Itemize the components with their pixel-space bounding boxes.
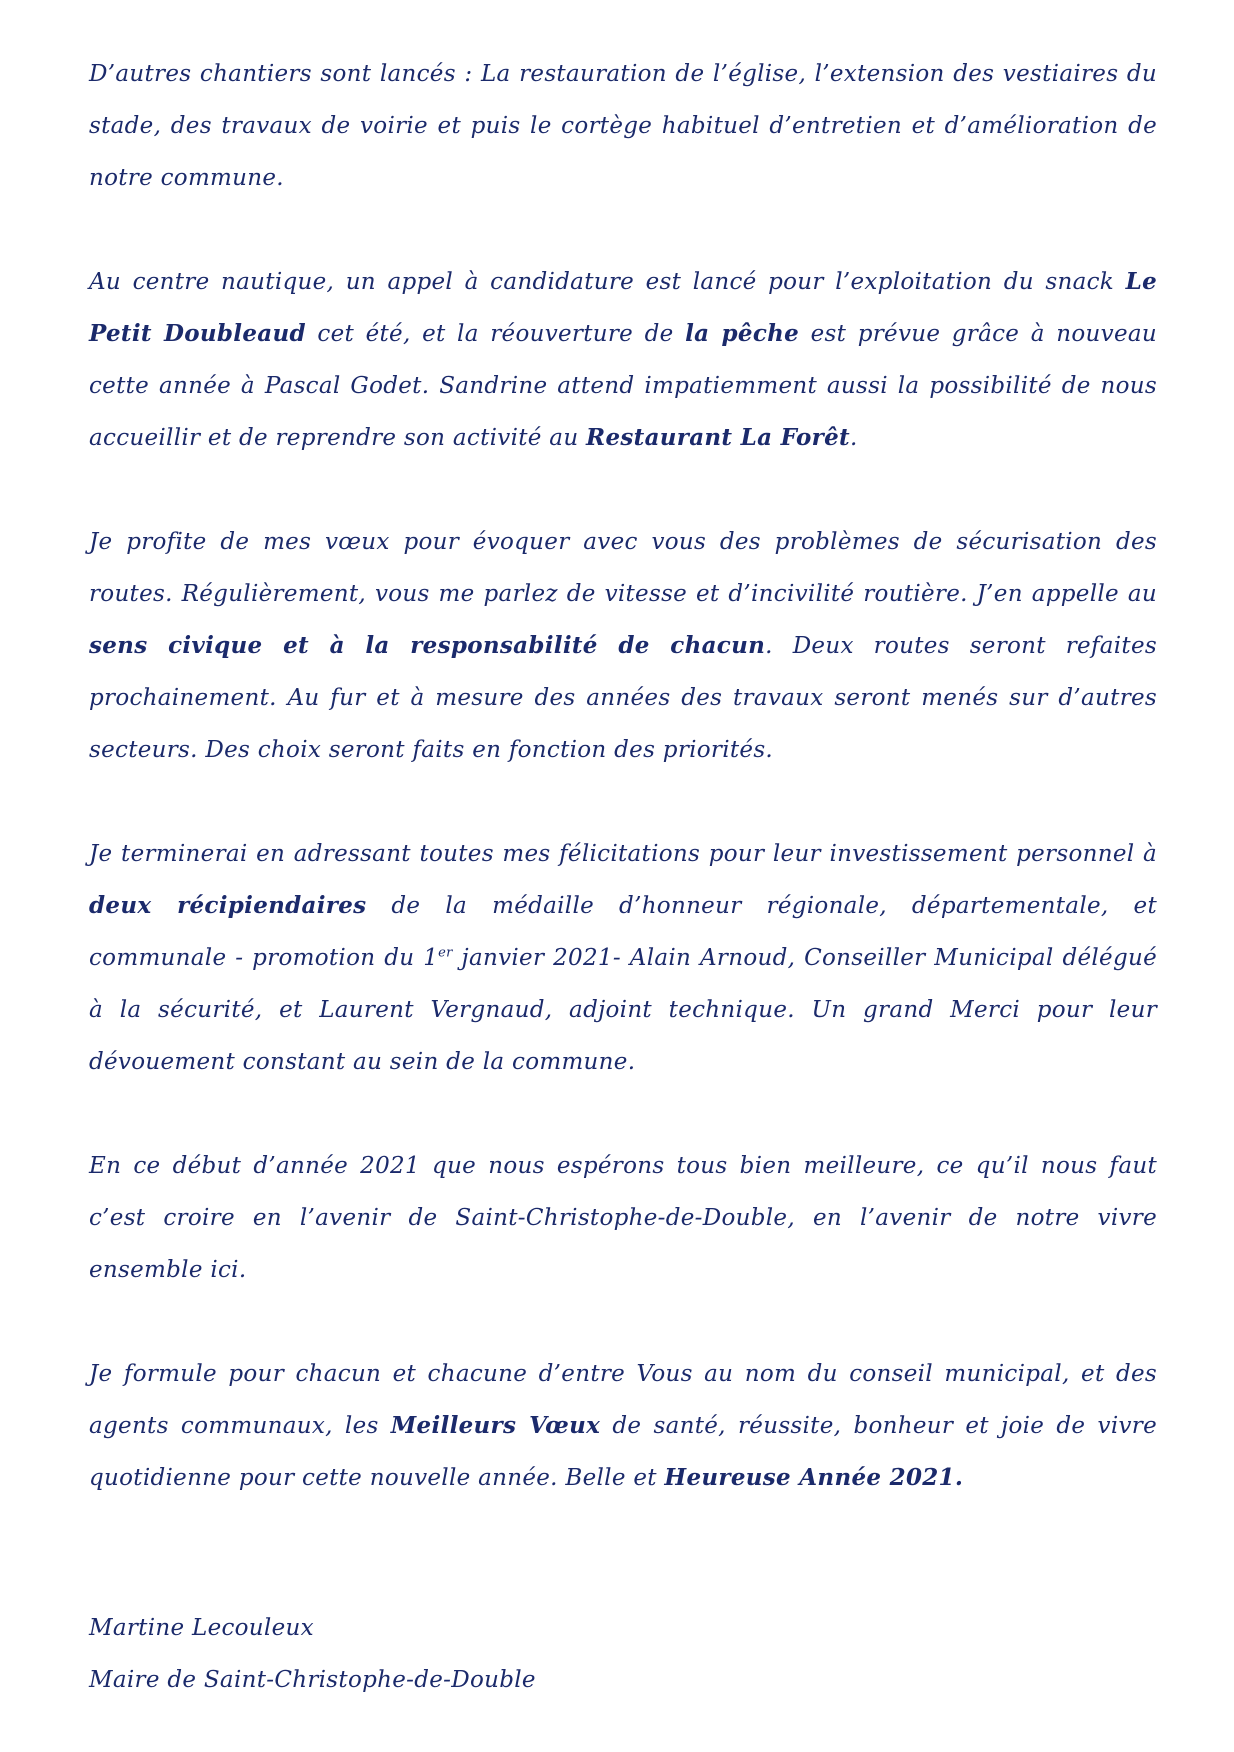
paragraph-works xyxy=(89,48,1157,204)
text-segment: est prévue grâce à nouveau cette année à Pascal Godet. Sandrine attend impatiemment aussi la possibilité de nous accueillir et de reprendre son activité au xyxy=(89,321,1157,451)
emphasis-best-wishes: Meilleurs Vœux xyxy=(390,1412,601,1439)
superscript-ordinal: er xyxy=(438,945,453,961)
paragraph-gap xyxy=(89,1088,1157,1140)
paragraph-medals xyxy=(89,828,1157,1088)
letter-body xyxy=(89,48,1157,1504)
emphasis-recipients: deux récipiendaires xyxy=(89,892,367,919)
text-segment: cet été, et la réouverture de xyxy=(305,321,686,347)
text-segment: de la médaille d’honneur régionale, départementale, et communale - promotion du 1 xyxy=(89,893,1157,971)
paragraph-future xyxy=(89,1140,1157,1296)
text-segment: janvier 2021- Alain Arnoud, Conseiller Municipal délégué à la sécurité, et Laurent Vergnaud, adjoint technique. Un grand Merci pour leur dévouement constant au sein de la commune. xyxy=(89,945,1157,1075)
paragraph-gap xyxy=(89,776,1157,828)
emphasis-happy-new-year: Heureuse Année 2021. xyxy=(664,1464,964,1491)
paragraph-road-safety xyxy=(89,516,1157,776)
text-segment: Je terminerai en adressant toutes mes félicitations pour leur investissement personnel à xyxy=(89,841,1157,867)
text-segment: Au centre nautique, un appel à candidature est lancé pour l’exploitation du snack xyxy=(89,269,1126,295)
text-segment: Je formule pour chacun et chacune d’entre Vous au nom du conseil municipal, et des agents communaux, les xyxy=(89,1361,1157,1439)
paragraph-works-text: D’autres chantiers sont lancés : La restauration de l’église, l’extension des vestiaires du stade, des travaux de voirie et puis le cortège habituel d’entretien et d’amélioration de notre commune. xyxy=(89,61,1157,191)
paragraph-gap xyxy=(89,1296,1157,1348)
paragraph-wishes xyxy=(89,1348,1157,1504)
emphasis-fishing: la pêche xyxy=(685,320,800,347)
text-segment: Je profite de mes vœux pour évoquer avec vous des problèmes de sécurisation des routes. Régulièrement, vous me parlez de vitesse et d’incivilité routière. J’en appelle au xyxy=(89,529,1157,607)
paragraph-nautical-center xyxy=(89,256,1157,464)
text-segment: de santé, réussite, bonheur et joie de vivre quotidienne pour cette nouvelle année. Belle et xyxy=(89,1413,1157,1491)
paragraph-gap xyxy=(89,204,1157,256)
text-segment: . xyxy=(849,425,858,451)
text-segment: . Deux routes seront refaites prochainement. Au fur et à mesure des années des travaux seront menés sur d’autres secteurs. Des choix seront faits en fonction des priorités. xyxy=(89,633,1157,763)
signature-name: Martine Lecouleux xyxy=(89,1615,314,1641)
signature-title: Maire de Saint-Christophe-de-Double xyxy=(89,1667,536,1693)
paragraph-gap xyxy=(89,464,1157,516)
emphasis-restaurant-name: Restaurant La Forêt xyxy=(586,424,850,451)
emphasis-civic-sense: sens civique et à la responsabilité de chacun xyxy=(89,632,766,659)
paragraph-future-text: En ce début d’année 2021 que nous espérons tous bien meilleure, ce qu’il nous faut c’est croire en l’avenir de Saint-Christophe-de-Double, en l’avenir de notre vivre ensemble ici. xyxy=(89,1153,1157,1283)
emphasis-snack-name: Le Petit Doubleaud xyxy=(89,268,1157,347)
signature-block xyxy=(89,1602,536,1706)
